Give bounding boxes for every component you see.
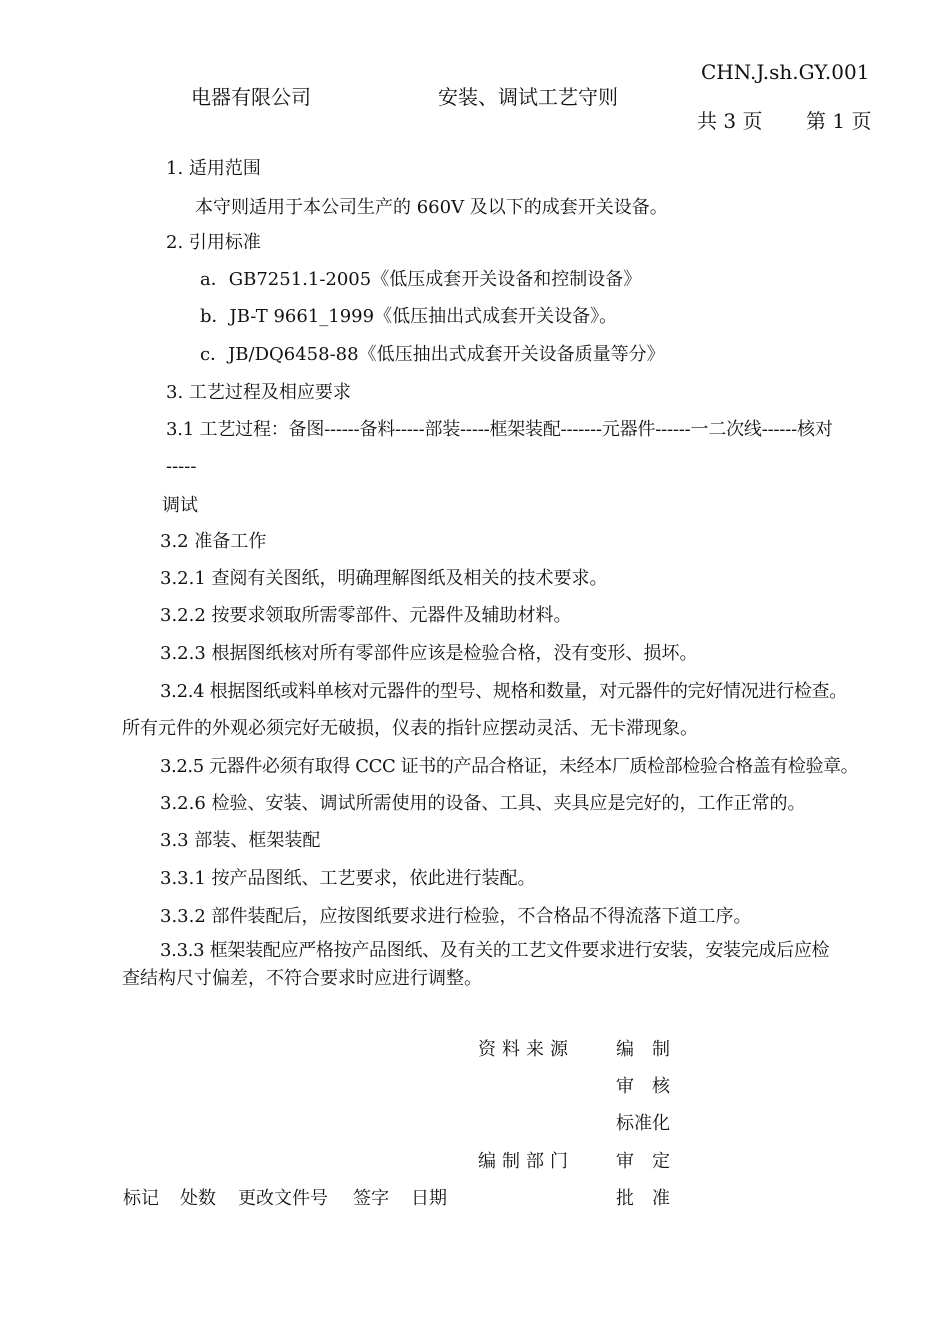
item-3-3-1: 3.3.1 按产品图纸、工艺要求，依此进行装配。 <box>160 868 536 889</box>
standardization-label: 标准化 <box>616 1113 670 1134</box>
subsection-3-3: 3.3 部装、框架装配 <box>160 830 321 851</box>
company-name: 电器有限公司 <box>191 85 311 109</box>
source-label: 资料来源 <box>478 1039 574 1060</box>
item-3-2-1: 3.2.1 查阅有关图纸，明确理解图纸及相关的技术要求。 <box>160 568 608 589</box>
item-3-3-2: 3.3.2 部件装配后，应按图纸要求进行检验，不合格品不得流落下道工序。 <box>160 906 752 927</box>
approve-label: 批 准 <box>616 1188 670 1209</box>
section-1-title: 1. 适用范围 <box>166 158 261 179</box>
item-3-2-4-continuation: 所有元件的外观必须完好无破损，仪表的指针应摆动灵活、无卡滞现象。 <box>122 718 698 739</box>
item-3-2-3: 3.2.3 根据图纸核对所有零部件应该是检验合格，没有变形、损坏。 <box>160 643 698 664</box>
process-flow-line: 3.1 工艺过程：备图------备料-----部装-----框架装配-------元器件------一二次线------核对 <box>166 419 833 440</box>
document-code: CHN.J.sh.GY.001 <box>701 60 870 84</box>
compile-label: 编 制 <box>616 1039 670 1060</box>
item-3-2-2: 3.2.2 按要求领取所需零部件、元器件及辅助材料。 <box>160 605 572 626</box>
section-2-title: 2. 引用标准 <box>166 232 261 253</box>
standard-a: a．GB7251.1-2005《低压成套开关设备和控制设备》 <box>200 269 642 290</box>
revision-signature-label: 签字 <box>353 1188 389 1209</box>
page-number: 第 1 页 <box>806 109 872 133</box>
section-1-body: 本守则适用于本公司生产的 660V 及以下的成套开关设备。 <box>195 197 668 218</box>
subsection-3-2: 3.2 准备工作 <box>160 531 267 552</box>
standard-b: b．JB-T 9661_1999《低压抽出式成套开关设备》。 <box>200 306 618 327</box>
standard-c: c．JB/DQ6458-88《低压抽出式成套开关设备质量等分》 <box>200 344 665 365</box>
revision-count-label: 处数 <box>180 1188 216 1209</box>
process-flow-continuation: ----- <box>166 456 197 477</box>
department-label: 编制部门 <box>478 1151 574 1172</box>
total-pages: 共 3 页 <box>697 109 763 133</box>
item-3-3-3-continuation: 查结构尺寸偏差，不符合要求时应进行调整。 <box>122 968 482 989</box>
process-flow-end: 调试 <box>162 495 198 516</box>
revision-mark-label: 标记 <box>123 1188 159 1209</box>
revision-date-label: 日期 <box>411 1188 447 1209</box>
review-label: 审 核 <box>616 1076 670 1097</box>
item-3-2-4: 3.2.4 根据图纸或料单核对元器件的型号、规格和数量，对元器件的完好情况进行检查。 <box>160 681 847 702</box>
item-3-2-5: 3.2.5 元器件必须有取得 CCC 证书的产品合格证，未经本厂质检部检验合格盖有检验章。 <box>160 756 859 777</box>
approval-check-label: 审 定 <box>616 1151 670 1172</box>
item-3-3-3: 3.3.3 框架装配应严格按产品图纸、及有关的工艺文件要求进行安装，安装完成后应检 <box>160 940 830 961</box>
document-title: 安装、调试工艺守则 <box>438 85 618 109</box>
section-3-title: 3. 工艺过程及相应要求 <box>166 382 351 403</box>
item-3-2-6: 3.2.6 检验、安装、调试所需使用的设备、工具、夹具应是完好的，工作正常的。 <box>160 793 806 814</box>
revision-docno-label: 更改文件号 <box>238 1188 328 1209</box>
